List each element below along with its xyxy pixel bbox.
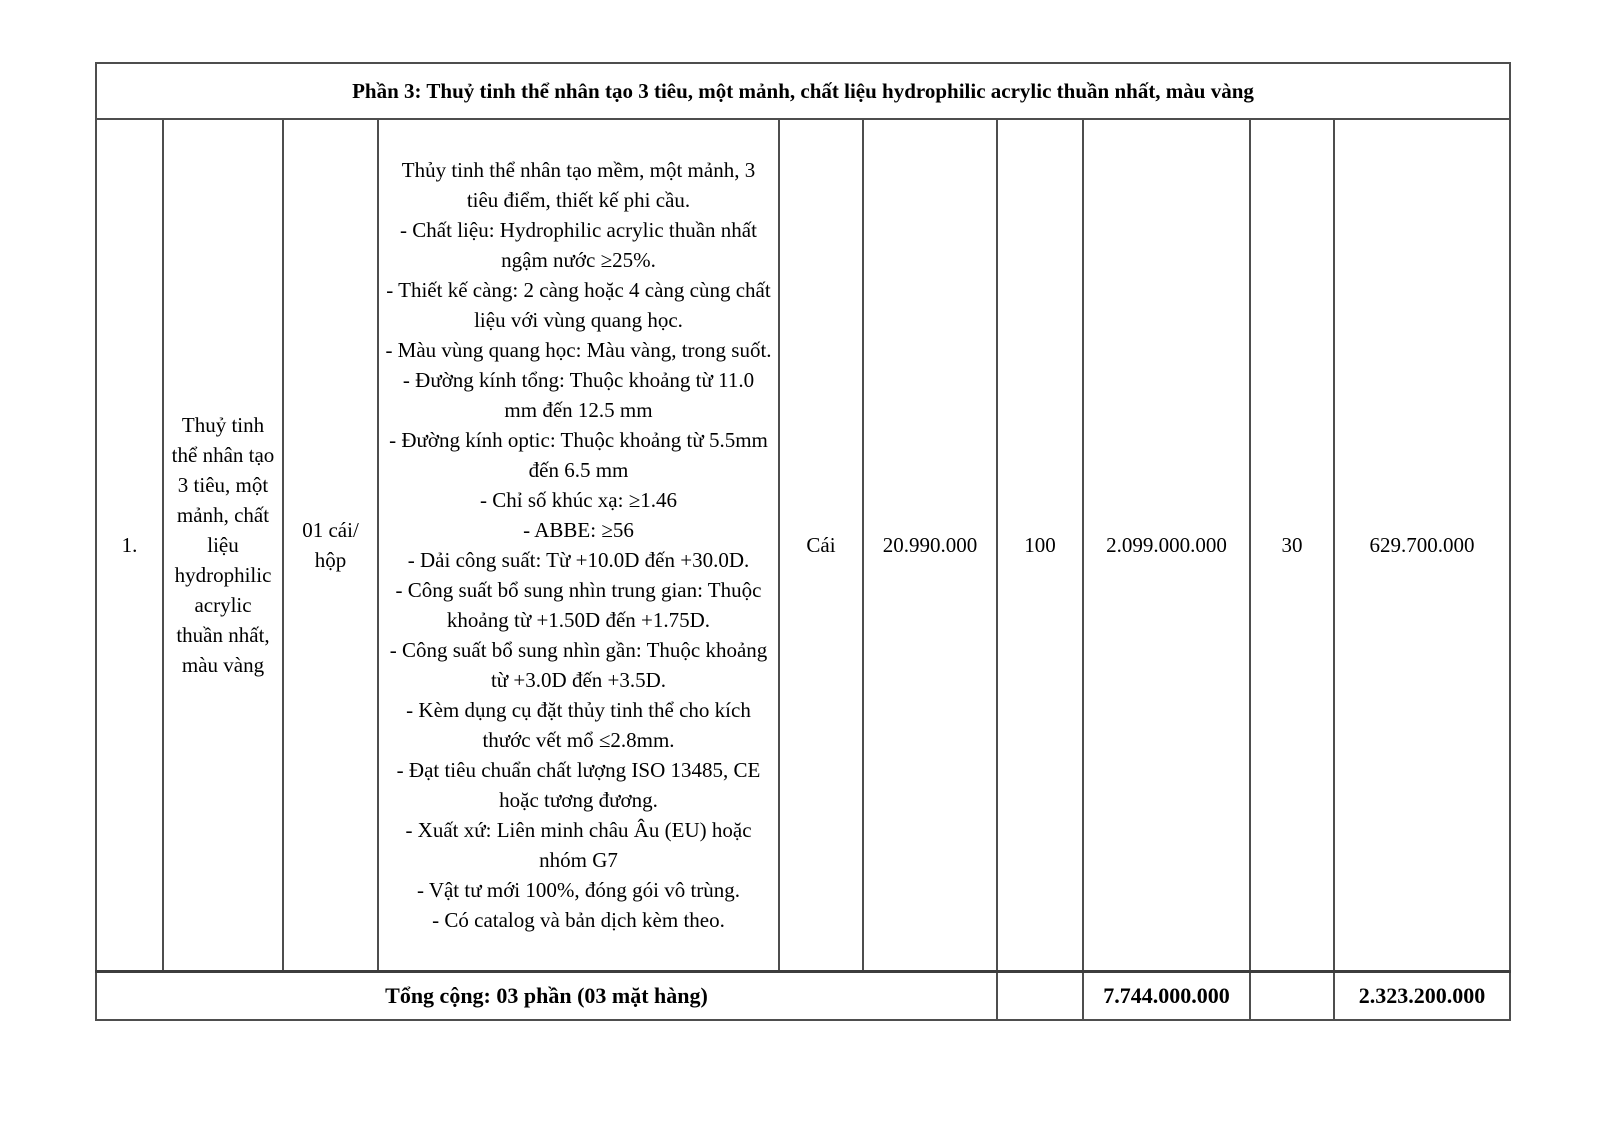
description-line: - Chỉ số khúc xạ: ≥1.46 [479, 487, 677, 512]
table-row [96, 119, 1510, 971]
procurement-table [95, 62, 1511, 1021]
description-line: Thủy tinh thể nhân tạo mềm, một mảnh, 3 tiêu điểm, thiết kế phi cầu. [401, 157, 756, 212]
item-index: 1. [96, 119, 163, 971]
description-line: - Xuất xứ: Liên minh châu Âu (EU) hoặc nhóm G7 [405, 817, 752, 872]
item-name: Thuỷ tinh thể nhân tạo 3 tiêu, một mảnh, chất liệu hydrophilic acrylic thuần nhất, màu vàng [163, 119, 283, 971]
total-empty-quantity [997, 971, 1083, 1020]
description-line: - Công suất bổ sung nhìn trung gian: Thuộc khoảng từ +1.50D đến +1.75D. [395, 577, 762, 632]
description-line: - Chất liệu: Hydrophilic acrylic thuần nhất ngậm nước ≥25%. [400, 217, 757, 272]
description-line: - Có catalog và bản dịch kèm theo. [432, 907, 725, 932]
item-unit-price: 20.990.000 [863, 119, 997, 971]
item-percent-value: 629.700.000 [1334, 119, 1510, 971]
item-description [378, 119, 779, 971]
description-line: - Dải công suất: Từ +10.0D đến +30.0D. [407, 547, 750, 572]
grand-total: 7.744.000.000 [1083, 971, 1250, 1020]
description-line: - Đường kính optic: Thuộc khoảng từ 5.5mm đến 6.5 mm [389, 427, 768, 482]
section-header: Phần 3: Thuỷ tinh thể nhân tạo 3 tiêu, một mảnh, chất liệu hydrophilic acrylic thuần nhất, màu vàng [96, 63, 1510, 119]
section-header-row [96, 63, 1510, 119]
item-unit: Cái [779, 119, 863, 971]
total-label: Tổng cộng: 03 phần (03 mặt hàng) [96, 971, 997, 1020]
item-percent: 30 [1250, 119, 1334, 971]
total-empty-percent [1250, 971, 1334, 1020]
description-line: - Vật tư mới 100%, đóng gói vô trùng. [416, 877, 741, 902]
description-line: - ABBE: ≥56 [523, 517, 634, 542]
item-quantity: 100 [997, 119, 1083, 971]
description-line: - Công suất bổ sung nhìn gần: Thuộc khoảng từ +3.0D đến +3.5D. [389, 637, 768, 692]
description-line: - Kèm dụng cụ đặt thủy tinh thể cho kích thước vết mổ ≤2.8mm. [406, 697, 751, 752]
description-line: - Đường kính tổng: Thuộc khoảng từ 11.0 mm đến 12.5 mm [402, 367, 755, 422]
item-line-total: 2.099.000.000 [1083, 119, 1250, 971]
grand-percent-value: 2.323.200.000 [1334, 971, 1510, 1020]
item-packaging: 01 cái/ hộp [283, 119, 378, 971]
description-line: - Thiết kế càng: 2 càng hoặc 4 càng cùng chất liệu với vùng quang học. [386, 277, 771, 332]
description-line: - Màu vùng quang học: Màu vàng, trong suốt. [385, 337, 772, 362]
total-row [96, 971, 1510, 1020]
description-line: - Đạt tiêu chuẩn chất lượng ISO 13485, CE hoặc tương đương. [396, 757, 761, 812]
